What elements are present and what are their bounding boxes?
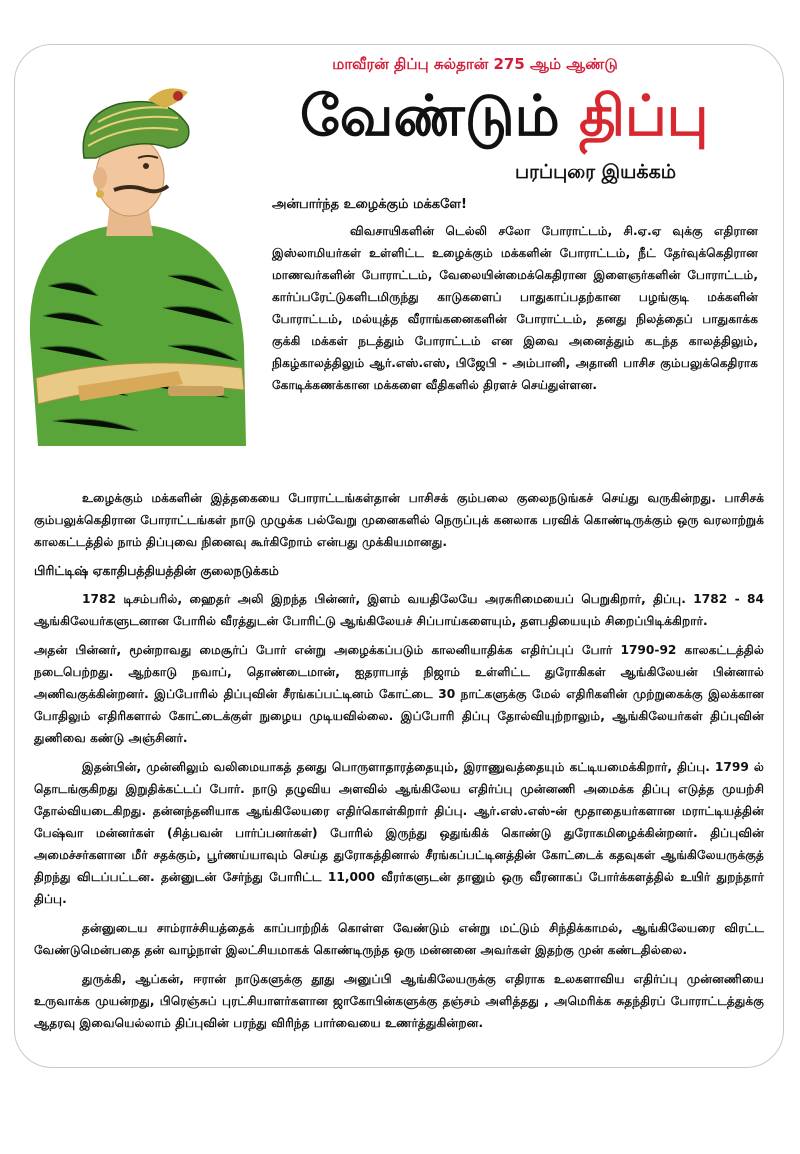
paragraph-1799: இதன்பின், முன்னிலும் வலிமையாகத் தனது பொருளாதாரத்தையும், இராணுவத்தையும் கட்டியமைக்கிறார், திப்பு. 1799 ல் தொடங்குகிறது இறுதிக்கட்டப் போர். நாடு தழுவிய அளவில் ஆங்கிலேய எதிர்ப்பு முன்னணி அமைக்க திப்பு எடுத்த முயற்சி தோல்வியடைகிறது. தன்னந்தனியாக ஆங்கிலேயரை எதிர்கொள்கிறார் திப்பு. ஆர்.எஸ்.எஸ்-ன் மூதாதையர்களான மராட்டியத்தின் பேஷ்வா மன்னர்கள் (சித்பவன் பார்ப்பனர்கள்) போரில் இருந்து ஒதுங்கிக் கொண்டு துரோகமிழைக்கின்றனர். திப்புவின் அமைச்சர்களான மீர் சதக்கும், பூர்ணய்யாவும் செய்த துரோகத்தினால் சீரங்கப்பட்டினத்தின் கோட்டைக் கதவுகள் ஆங்கிலேயருக்குத் திறந்து விடப்பட்டன. தன்னுடன் சேர்ந்து போரிட்ட 11,000 வீரர்களுடன் தானும் ஒரு வீரனாகப் போர்க்களத்தில் உயிர் துறந்தார் திப்பு. xyxy=(34,760,764,906)
anniversary-line: மாவீரன் திப்பு சுல்தான் 275 ஆம் ஆண்டு xyxy=(332,55,618,73)
title-red-part: திப்பு xyxy=(579,84,709,149)
paragraph-goal: தன்னுடைய சாம்ராச்சியத்தைக் காப்பாற்றிக் கொள்ள வேண்டும் என்று மட்டும் சிந்திக்காமல், ஆங்கிலேயரை விரட்ட வேண்டுமென்பதை தன் வாழ்நாள் இலட்சியமாகக் கொண்டிருந்த ஒரு மன்னனை அவர்கள் இதற்கு முன் கண்டதில்லை. xyxy=(34,921,764,957)
paragraph-1782: 1782 டிசம்பரில், ஹைதர் அலி இறந்த பின்னர், இளம் வயதிலேயே அரசுரிமையைப் பெறுகிறார், திப்பு. 1782 - 84 ஆங்கிலேயர்களுடனான போரில் வீரத்துடன் போரிட்டு ஆங்கிலேயச் சிப்பாய்களையும், தளபதியையும் சிறைப்பிடிக்கிறார். xyxy=(34,592,764,628)
paragraph-struggles: உழைக்கும் மக்களின் இத்தகையை போராட்டங்கள்தான் பாசிசக் கும்பலை குலைநடுங்கச் செய்து வருகின்றது. பாசிசக் கும்பலுக்கெதிரான போராட்டங்கள் நாடு முழுக்க பல்வேறு முனைகளில் நெருப்புக் கனலாக பரவிக் கொண்டிருக்கும் ஒரு வரலாற்றுக் காலகட்டத்தில் நாம் திப்புவை நினைவு கூர்கிறோம் என்பது முக்கியமானது. xyxy=(34,491,764,549)
paragraph-global-front: துருக்கி, ஆப்கன், ஈரான் நாடுகளுக்கு தூது அனுப்பி ஆங்கிலேயருக்கு எதிராக உலகளாவிய எதிர்ப்பு முன்னணியை உருவாக்க முயன்றது, பிரெஞ்சுப் புரட்சியாளர்களான ஜாகோபின்களுக்கு தஞ்சம் அளித்தது , அமெரிக்க சுதந்திரப் போராட்டத்துக்கு ஆதரவு இவையெல்லாம் திப்புவின் பரந்து விரிந்த பார்வையை உணர்த்துகின்றன. xyxy=(34,972,764,1030)
intro-section xyxy=(272,220,758,396)
tipu-sultan-portrait-icon xyxy=(18,86,248,446)
campaign-subtitle: பரப்புரை இயக்கம் xyxy=(515,161,677,183)
paragraph-third-war: அதன் பின்னர், மூன்றாவது மைசூர்ப் போர் என்று அழைக்கப்படும் காலனியாதிக்க எதிர்ப்புப் போர் 1790-92 காலகட்டத்தில் நடைபெற்றது. ஆற்காடு நவாப், தொண்டைமான், ஐதராபாத் நிஜாம் உள்ளிட்ட துரோகிகள் ஆங்கிலேயன் பின்னால் அணிவகுக்கின்றனர். இப்போரில் திப்புவின் சீரங்கப்பட்டினம் கோட்டை 30 நாட்களுக்கு மேல் எதிரிகளின் முற்றுகைக்கு இலக்கான போதிலும் எதிரிகளால் கோட்டைக்குள் நுழைய முடியவில்லை. இப்போரி திப்பு தோல்வியுற்றாலும், ஆங்கிலேயர்கள் திப்புவின் துணிவை கண்டு அஞ்சினர். xyxy=(34,643,764,745)
section-heading: பிரிட்டிஷ் ஏகாதிபத்தியத்தின் குலைநடுக்கம் xyxy=(34,563,279,578)
article-body xyxy=(34,487,764,1041)
intro-paragraph: விவசாயிகளின் டெல்லி சலோ போராட்டம், சி.ஏ.ஏ வுக்கு எதிரான இஸ்லாமியர்கள் உள்ளிட்ட உழைக்கும் மக்களின் போராட்டம், நீட் தேர்வுக்கெதிரான மாணவர்களின் போராட்டம், வேலையின்மைக்கெதிரான இளைஞர்களின் போராட்டம், கார்ப்பரேட்டுகளிடமிருந்து காடுகளைப் பாதுகாப்பதற்கான பழங்குடி மக்களின் போராட்டம், மல்யுத்த வீராங்கனைகளின் போராட்டம், தனது நிலத்தைப் பாதுகாக்க குக்கி மக்கள் நடத்தும் போராட்டம் என இவை அனைத்தும் கடந்த காலத்திலும், நிகழ்காலத்திலும் ஆர்.எஸ்.எஸ், பிஜேபி - அம்பானி, அதானி பாசிச கும்பலுக்கெதிராக கோடிக்கணக்கான மக்களை வீதிகளில் திரளச் செய்துள்ளன. xyxy=(272,224,758,392)
greeting: அன்பார்ந்த உழைக்கும் மக்களே! xyxy=(272,197,467,212)
page-title xyxy=(300,80,740,154)
title-black-part: வேண்டும் xyxy=(300,84,560,149)
